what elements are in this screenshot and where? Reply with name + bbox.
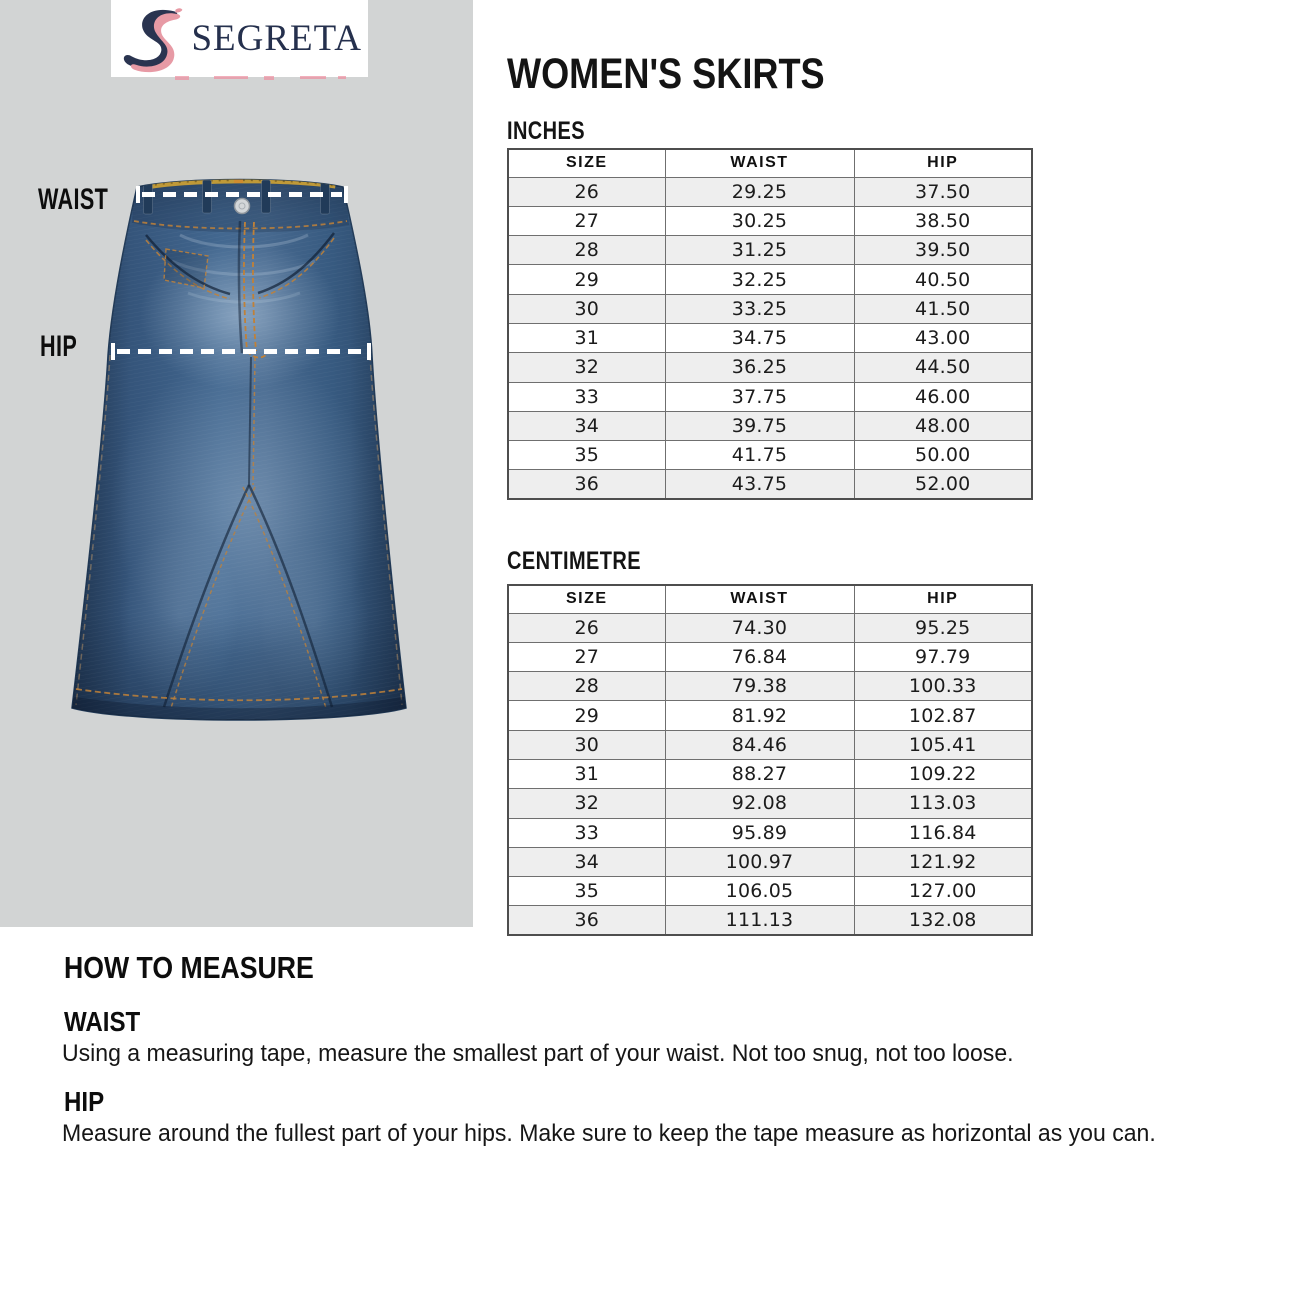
size-table-cell: 102.87 — [854, 701, 1032, 730]
size-table-cell: 84.46 — [665, 730, 854, 759]
size-table-cell: 35 — [508, 877, 665, 906]
size-table-cell: 36.25 — [665, 353, 854, 382]
size-table-row — [508, 441, 1032, 470]
size-table-cell: 36 — [508, 470, 665, 499]
size-table-cell: 116.84 — [854, 818, 1032, 847]
centimetre-size-table — [507, 584, 1033, 936]
hip-measure-line — [117, 349, 365, 354]
size-table-cell: 44.50 — [854, 353, 1032, 382]
segreta-logo-icon — [119, 2, 189, 74]
size-table-cell: 33.25 — [665, 294, 854, 323]
size-table-cell: 43.00 — [854, 323, 1032, 352]
size-table-row — [508, 236, 1032, 265]
size-table-cell: 81.92 — [665, 701, 854, 730]
column-header-size: SIZE — [508, 149, 665, 177]
page-title: WOMEN'S SKIRTS — [507, 50, 825, 98]
logo-artifact-dash — [214, 76, 248, 79]
size-table-cell: 30.25 — [665, 206, 854, 235]
size-table-cell: 48.00 — [854, 411, 1032, 440]
size-table-cell: 29 — [508, 701, 665, 730]
product-figure-panel — [0, 0, 473, 927]
size-table-cell: 34 — [508, 411, 665, 440]
column-header-hip: HIP — [854, 585, 1032, 613]
table-header-row — [508, 149, 1032, 177]
size-table-cell: 28 — [508, 672, 665, 701]
size-table-cell: 88.27 — [665, 759, 854, 788]
size-table-row — [508, 847, 1032, 876]
size-table-cell: 37.75 — [665, 382, 854, 411]
size-table-cell: 34 — [508, 847, 665, 876]
size-table-cell: 32.25 — [665, 265, 854, 294]
size-table-row — [508, 759, 1032, 788]
size-table-row — [508, 877, 1032, 906]
size-table-row — [508, 265, 1032, 294]
size-table-cell: 127.00 — [854, 877, 1032, 906]
size-table-cell: 32 — [508, 353, 665, 382]
size-table-cell: 32 — [508, 789, 665, 818]
size-table-cell: 41.75 — [665, 441, 854, 470]
logo-artifact-dash — [264, 76, 274, 80]
size-table-cell: 111.13 — [665, 906, 854, 935]
size-table-cell: 35 — [508, 441, 665, 470]
size-table-cell: 121.92 — [854, 847, 1032, 876]
column-header-size: SIZE — [508, 585, 665, 613]
column-header-hip: HIP — [854, 149, 1032, 177]
size-table-row — [508, 411, 1032, 440]
size-table-cell: 27 — [508, 206, 665, 235]
size-table-cell: 30 — [508, 294, 665, 323]
waist-measure-line — [142, 192, 342, 197]
column-header-waist: WAIST — [665, 149, 854, 177]
size-table-cell: 100.33 — [854, 672, 1032, 701]
size-table-row — [508, 206, 1032, 235]
size-table-cell: 109.22 — [854, 759, 1032, 788]
brand-logo — [111, 0, 368, 77]
size-table-cell: 76.84 — [665, 642, 854, 671]
table-header-row — [508, 585, 1032, 613]
size-table-cell: 38.50 — [854, 206, 1032, 235]
hip-section-heading: HIP — [64, 1086, 105, 1117]
size-table-cell: 30 — [508, 730, 665, 759]
size-table-cell: 26 — [508, 613, 665, 642]
size-table-cell: 40.50 — [854, 265, 1032, 294]
inches-table-label: INCHES — [507, 117, 585, 145]
waist-line-left-cap — [136, 186, 140, 203]
logo-artifact-dash — [300, 76, 326, 79]
figure-hip-label: HIP — [40, 330, 78, 363]
size-table-row — [508, 613, 1032, 642]
size-table-cell: 100.97 — [665, 847, 854, 876]
size-table-cell: 37.50 — [854, 177, 1032, 206]
size-table-cell: 95.25 — [854, 613, 1032, 642]
how-to-measure-title: HOW TO MEASURE — [64, 950, 314, 985]
size-table-cell: 52.00 — [854, 470, 1032, 499]
size-table-row — [508, 730, 1032, 759]
size-table-cell: 43.75 — [665, 470, 854, 499]
size-table-row — [508, 906, 1032, 935]
size-table-row — [508, 470, 1032, 499]
logo-artifact-dash — [338, 76, 346, 79]
size-table-cell: 132.08 — [854, 906, 1032, 935]
size-table-row — [508, 353, 1032, 382]
size-table-row — [508, 701, 1032, 730]
size-table-row — [508, 323, 1032, 352]
waist-section-text: Using a measuring tape, measure the smallest part of your waist. Not too snug, not too loose. — [62, 1040, 1014, 1067]
brand-wordmark: SEGRETA — [191, 18, 362, 59]
size-table-cell: 34.75 — [665, 323, 854, 352]
size-table-cell: 46.00 — [854, 382, 1032, 411]
size-table-cell: 97.79 — [854, 642, 1032, 671]
size-table-cell: 95.89 — [665, 818, 854, 847]
centimetre-table-label: CENTIMETRE — [507, 547, 641, 575]
size-table-row — [508, 818, 1032, 847]
size-table-row — [508, 294, 1032, 323]
size-table-cell: 33 — [508, 818, 665, 847]
size-table-cell: 50.00 — [854, 441, 1032, 470]
size-table-cell: 74.30 — [665, 613, 854, 642]
size-table-cell: 31 — [508, 759, 665, 788]
logo-artifact-dash — [175, 76, 189, 80]
hip-line-left-cap — [111, 343, 115, 360]
size-table-cell: 36 — [508, 906, 665, 935]
size-table-cell: 79.38 — [665, 672, 854, 701]
size-table-cell: 28 — [508, 236, 665, 265]
figure-waist-label: WAIST — [38, 183, 109, 216]
size-table-row — [508, 177, 1032, 206]
size-table-cell: 39.50 — [854, 236, 1032, 265]
size-table-row — [508, 789, 1032, 818]
size-table-cell: 31 — [508, 323, 665, 352]
size-table-row — [508, 672, 1032, 701]
size-table-cell: 41.50 — [854, 294, 1032, 323]
size-table-cell: 33 — [508, 382, 665, 411]
size-table-cell: 29 — [508, 265, 665, 294]
size-table-cell: 106.05 — [665, 877, 854, 906]
size-table-cell: 39.75 — [665, 411, 854, 440]
hip-section-text: Measure around the fullest part of your hips. Make sure to keep the tape measure as horizontal as you can. — [62, 1120, 1156, 1147]
size-table-cell: 26 — [508, 177, 665, 206]
waist-section-heading: WAIST — [64, 1006, 141, 1037]
denim-skirt-image — [50, 165, 430, 727]
column-header-waist: WAIST — [665, 585, 854, 613]
size-table-row — [508, 642, 1032, 671]
size-table-cell: 92.08 — [665, 789, 854, 818]
size-table-cell: 29.25 — [665, 177, 854, 206]
waist-line-right-cap — [344, 186, 348, 203]
size-table-cell: 31.25 — [665, 236, 854, 265]
size-table-row — [508, 382, 1032, 411]
size-table-cell: 105.41 — [854, 730, 1032, 759]
size-table-cell: 27 — [508, 642, 665, 671]
size-table-cell: 113.03 — [854, 789, 1032, 818]
hip-line-right-cap — [367, 343, 371, 360]
inches-size-table — [507, 148, 1033, 500]
